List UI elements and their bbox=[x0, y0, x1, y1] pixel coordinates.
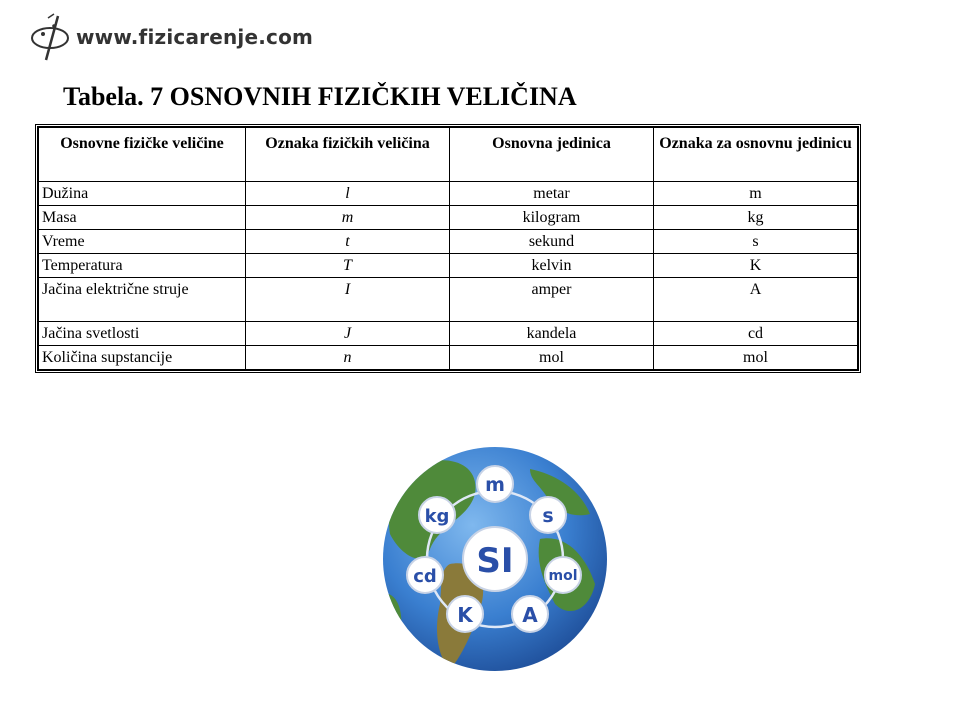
svg-text:mol: mol bbox=[548, 568, 578, 584]
table-row bbox=[39, 254, 858, 278]
unit-name: mol bbox=[450, 346, 654, 370]
quantity-symbol: T bbox=[246, 254, 450, 278]
unit-bubble-mol bbox=[545, 557, 581, 593]
svg-text:A: A bbox=[522, 603, 538, 627]
svg-text:s: s bbox=[542, 505, 554, 527]
svg-text:SI: SI bbox=[476, 541, 514, 581]
unit-name: kandela bbox=[450, 322, 654, 346]
unit-symbol: cd bbox=[654, 322, 858, 346]
unit-bubble-a bbox=[512, 596, 548, 632]
unit-bubble-kg bbox=[419, 497, 455, 533]
quantity-symbol: l bbox=[246, 182, 450, 206]
table-row bbox=[39, 346, 858, 370]
table-row bbox=[39, 206, 858, 230]
unit-bubble-k bbox=[447, 596, 483, 632]
table-row bbox=[39, 230, 858, 254]
quantity-name: Temperatura bbox=[39, 254, 246, 278]
quantity-symbol: m bbox=[246, 206, 450, 230]
column-header: Oznaka fizičkih veličina bbox=[246, 128, 450, 182]
page-title: Tabela. 7 OSNOVNIH FIZIČKIH VELIČINA bbox=[63, 82, 577, 111]
unit-bubble-m bbox=[477, 466, 513, 502]
table-header-row bbox=[39, 128, 858, 182]
svg-text:kg: kg bbox=[424, 506, 450, 527]
site-logo[interactable] bbox=[28, 12, 314, 64]
unit-name: sekund bbox=[450, 230, 654, 254]
quantity-symbol: I bbox=[246, 278, 450, 322]
unit-name: metar bbox=[450, 182, 654, 206]
unit-bubble-s bbox=[530, 497, 566, 533]
table-row bbox=[39, 278, 858, 322]
quantity-name: Masa bbox=[39, 206, 246, 230]
unit-name: kilogram bbox=[450, 206, 654, 230]
column-header: Osnovne fizičke veličine bbox=[39, 128, 246, 182]
unit-symbol: kg bbox=[654, 206, 858, 230]
unit-symbol: A bbox=[654, 278, 858, 322]
quantity-name: Vreme bbox=[39, 230, 246, 254]
svg-text:K: K bbox=[457, 603, 473, 627]
quantity-symbol: t bbox=[246, 230, 450, 254]
site-url: www.fizicarenje.com bbox=[76, 25, 314, 49]
quantity-name: Dužina bbox=[39, 182, 246, 206]
quantity-name: Jačina električne struje bbox=[39, 278, 246, 322]
unit-name: kelvin bbox=[450, 254, 654, 278]
unit-symbol: mol bbox=[654, 346, 858, 370]
quantity-symbol: n bbox=[246, 346, 450, 370]
quantity-name: Količina supstancije bbox=[39, 346, 246, 370]
unit-symbol: m bbox=[654, 182, 858, 206]
atom-pen-icon bbox=[28, 12, 76, 64]
column-header: Oznaka za osnovnu jedinicu bbox=[654, 128, 858, 182]
table-row bbox=[39, 322, 858, 346]
quantities-table bbox=[35, 124, 861, 373]
column-header: Osnovna jedinica bbox=[450, 128, 654, 182]
unit-symbol: K bbox=[654, 254, 858, 278]
table-row bbox=[39, 182, 858, 206]
quantity-name: Jačina svetlosti bbox=[39, 322, 246, 346]
unit-bubble-cd bbox=[407, 557, 443, 593]
quantity-symbol: J bbox=[246, 322, 450, 346]
si-units-globe-image bbox=[380, 444, 610, 674]
unit-name: amper bbox=[450, 278, 654, 322]
svg-text:cd: cd bbox=[413, 566, 437, 587]
si-center-label bbox=[463, 527, 527, 591]
svg-text:m: m bbox=[485, 474, 505, 496]
unit-symbol: s bbox=[654, 230, 858, 254]
